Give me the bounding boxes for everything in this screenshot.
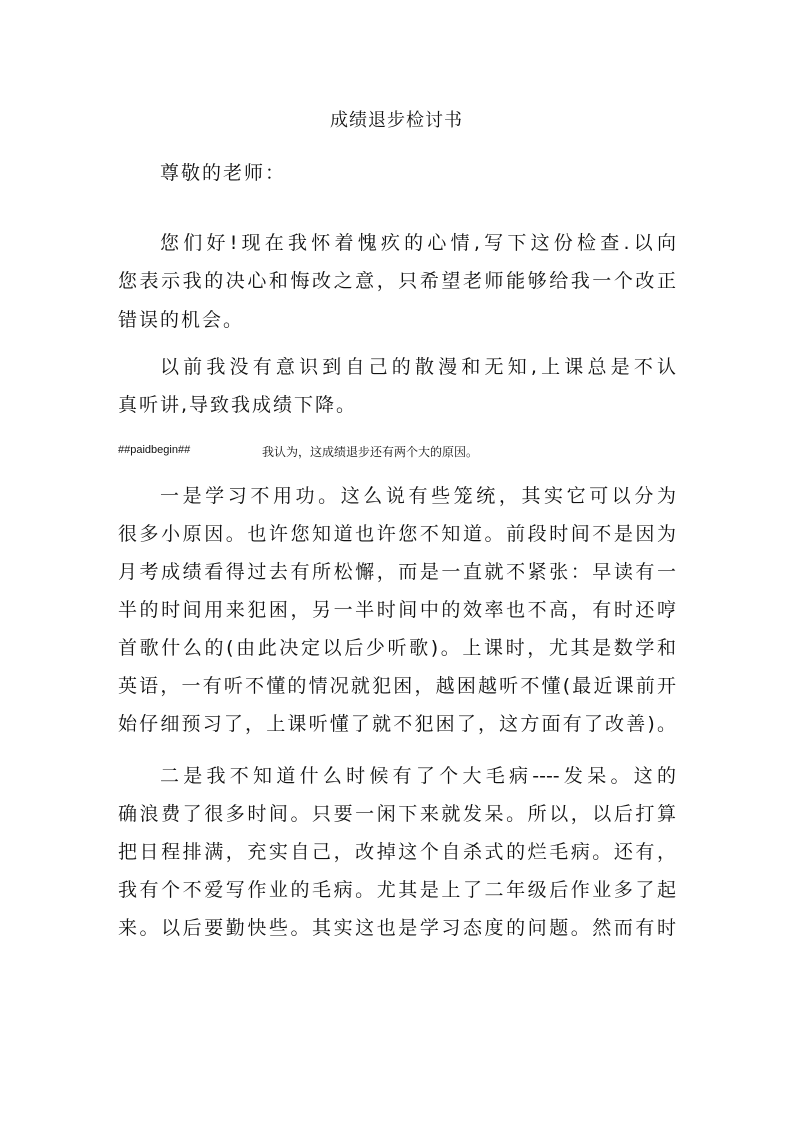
paragraph-line: 首歌什么的(由此决定以后少听歌)。上课时，尤其是数学和 (118, 637, 676, 659)
paragraph-line: 您表示我的决心和悔改之意，只希望老师能够给我一个改正 (118, 270, 676, 292)
paragraph-line: 来。以后要勤快些。其实这也是学习态度的问题。然而有时 (118, 917, 676, 939)
paragraph-line: 很多小原因。也许您知道也许您不知道。前段时间不是因为 (118, 523, 676, 545)
document-title: 成绩退步检讨书 (330, 110, 463, 131)
paragraph-line: 以前我没有意识到自己的散漫和无知,上课总是不认 (160, 356, 676, 378)
paragraph-line: 把日程排满，充实自己，改掉这个自杀式的烂毛病。还有， (118, 841, 676, 863)
paragraph-line: 确浪费了很多时间。只要一闲下来就发呆。所以，以后打算 (118, 803, 676, 825)
paragraph-line: 月考成绩看得过去有所松懈，而是一直就不紧张：早读有一 (118, 561, 676, 583)
paragraph-line: 您们好!现在我怀着愧疚的心情,写下这份检查.以向 (160, 232, 676, 254)
paragraph-line: 一是学习不用功。这么说有些笼统，其实它可以分为 (160, 485, 676, 507)
paragraph-line: 我有个不爱写作业的毛病。尤其是上了二年级后作业多了起 (118, 879, 676, 901)
paragraph-line: 英语，一有听不懂的情况就犯困，越困越听不懂(最近课前开 (118, 675, 676, 697)
paragraph-line: 错误的机会。 (118, 309, 245, 331)
paragraph-line: 始仔细预习了，上课听懂了就不犯困了，这方面有了改善)。 (118, 713, 676, 735)
paragraph-line: 半的时间用来犯困，另一半时间中的效率也不高，有时还哼 (118, 599, 676, 621)
paid-marker: ##paidbegin## (118, 444, 191, 456)
salutation: 尊敬的老师： (160, 162, 287, 184)
paragraph-line: 真听讲,导致我成绩下降。 (118, 394, 358, 416)
marker-text: 我认为，这成绩退步还有两个大的原因。 (262, 445, 479, 459)
paragraph-line: 二是我不知道什么时候有了个大毛病----发呆。这的 (160, 765, 676, 787)
